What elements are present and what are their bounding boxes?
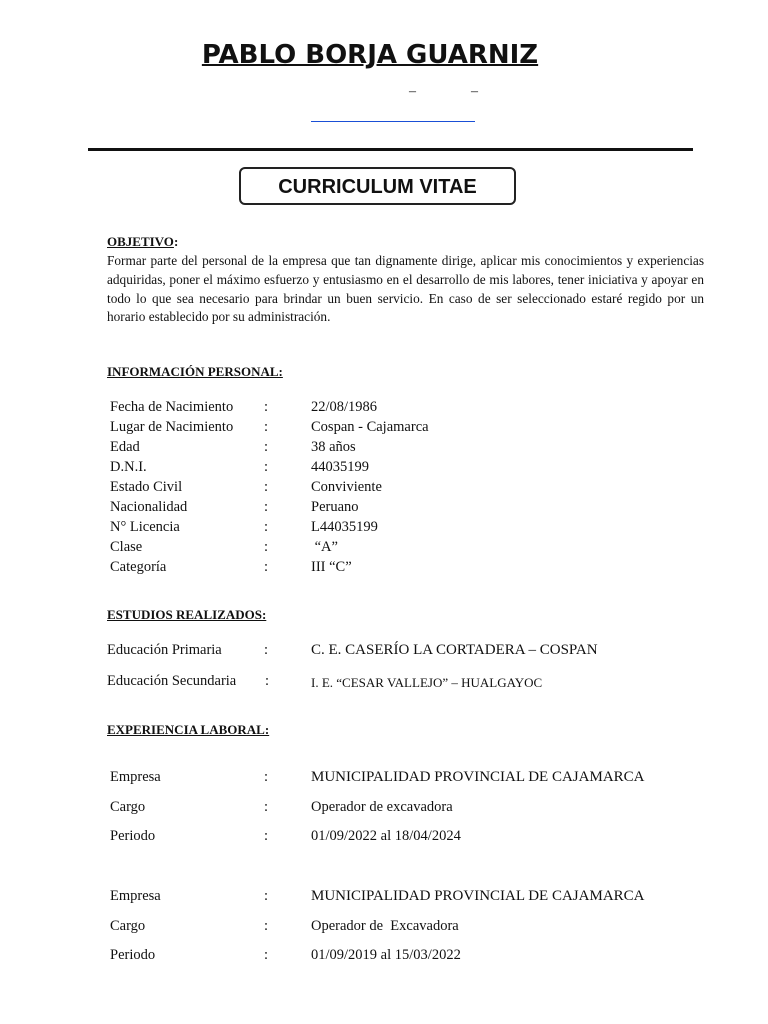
info-colon: :: [264, 519, 269, 535]
info-value: L44035199: [311, 519, 378, 535]
info-label: D.N.I.: [110, 459, 147, 475]
study-value: C. E. CASERÍO LA CORTADERA – COSPAN: [311, 642, 598, 658]
info-colon: :: [264, 399, 269, 415]
job-colon: :: [264, 947, 269, 963]
info-label: N° Licencia: [110, 519, 180, 535]
job-label: Empresa: [110, 769, 161, 785]
job-value: 01/09/2019 al 15/03/2022: [311, 947, 461, 963]
info-label: Clase: [110, 539, 143, 555]
info-value: 22/08/1986: [311, 399, 378, 415]
info-colon: :: [264, 439, 269, 455]
study-label: Educación Secundaria: [107, 673, 237, 689]
job-label: Periodo: [110, 947, 156, 963]
job-value: MUNICIPALIDAD PROVINCIAL DE CAJAMARCA: [311, 769, 645, 785]
experience-heading: EXPERIENCIA LABORAL:: [107, 722, 270, 737]
job-colon: :: [264, 918, 269, 934]
info-colon: :: [264, 559, 269, 575]
info-label: Nacionalidad: [110, 499, 188, 515]
job-value: MUNICIPALIDAD PROVINCIAL DE CAJAMARCA: [311, 888, 645, 904]
info-value: “A”: [311, 539, 338, 555]
job-colon: :: [264, 769, 269, 785]
job-colon: :: [264, 828, 269, 844]
info-colon: :: [264, 499, 269, 515]
info-label: Edad: [110, 439, 140, 455]
job-label: Periodo: [110, 828, 156, 844]
info-colon: :: [264, 459, 269, 475]
job-value: Operador de excavadora: [311, 799, 453, 815]
objective-heading-colon: :: [173, 234, 179, 249]
job-label: Cargo: [110, 918, 146, 934]
study-value: I. E. “CESAR VALLEJO” – HUALGAYOC: [311, 675, 543, 690]
study-colon: :: [265, 673, 270, 689]
info-label: Fecha de Nacimiento: [110, 399, 234, 415]
info-label: Categoría: [110, 559, 167, 575]
job-label: Empresa: [110, 888, 161, 904]
info-colon: :: [264, 539, 269, 555]
info-value: 38 años: [311, 439, 356, 455]
job-colon: :: [264, 799, 269, 815]
personal-info-heading: INFORMACIÓN PERSONAL:: [107, 364, 283, 379]
info-value: Conviviente: [311, 479, 382, 495]
info-value: III “C”: [311, 559, 352, 575]
studies-heading: ESTUDIOS REALIZADOS:: [107, 607, 267, 622]
info-value: Cospan - Cajamarca: [311, 419, 429, 435]
header-divider: [88, 148, 693, 151]
email-link-underline[interactable]: [311, 121, 475, 122]
objective-heading: [107, 234, 178, 250]
info-value: Peruano: [311, 499, 359, 515]
objective-text: Formar parte del personal de la empresa que tan dignamente dirige, aplicar mis conocimientos y experiencias adquiridas, poner el máximo esfuerzo y entusiasmo en el desarrollo de mis labores, tener iniciativa y apoyar en todo lo que sea necesario para brindar un buen servicio. En caso de ser seleccionado estaré regido por un horario establecido por su administración.: [107, 253, 704, 325]
job-value: 01/09/2022 al 18/04/2024: [311, 828, 461, 844]
info-colon: :: [264, 479, 269, 495]
job-label: Cargo: [110, 799, 146, 815]
header-dash: –: [409, 84, 416, 99]
study-colon: :: [264, 642, 269, 658]
header-dash: –: [471, 84, 478, 99]
info-value: 44035199: [311, 459, 369, 475]
study-label: Educación Primaria: [107, 642, 222, 658]
info-colon: :: [264, 419, 269, 435]
job-value: Operador de Excavadora: [311, 918, 459, 934]
job-colon: :: [264, 888, 269, 904]
info-label: Lugar de Nacimiento: [110, 419, 234, 435]
objective-heading-label: OBJETIVO: [107, 234, 174, 249]
candidate-name: PABLO BORJA GUARNIZ: [201, 40, 539, 70]
document-title: CURRICULUM VITAE: [239, 167, 516, 205]
info-label: Estado Civil: [110, 479, 183, 495]
